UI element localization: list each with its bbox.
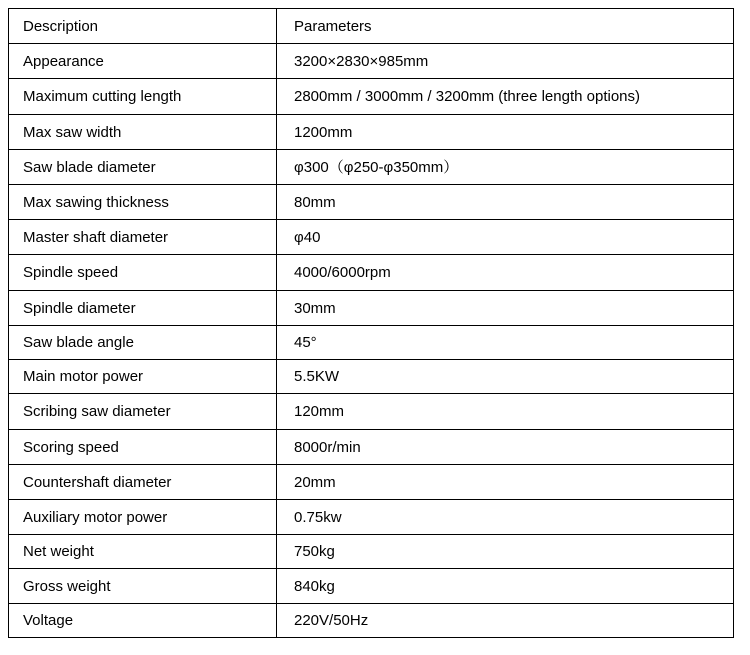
table-row: [9, 500, 734, 535]
row-description: Gross weight: [9, 569, 277, 604]
row-parameter: 3200×2830×985mm: [277, 44, 734, 79]
row-parameter: 750kg: [277, 535, 734, 569]
table-row: [9, 604, 734, 638]
table-row: [9, 394, 734, 430]
row-parameter: 8000r/min: [277, 430, 734, 465]
row-description: Spindle speed: [9, 255, 277, 291]
row-description: Saw blade diameter: [9, 150, 277, 185]
row-parameter: 5.5KW: [277, 360, 734, 394]
row-parameter: 20mm: [277, 465, 734, 500]
table-row: [9, 150, 734, 185]
table-header-row: [9, 9, 734, 44]
table-row: [9, 255, 734, 291]
row-parameter: 45°: [277, 326, 734, 360]
row-parameter: 80mm: [277, 185, 734, 220]
header-description: Description: [9, 9, 277, 44]
table-row: [9, 115, 734, 150]
row-parameter: 30mm: [277, 291, 734, 326]
row-parameter: 1200mm: [277, 115, 734, 150]
table-row: [9, 569, 734, 604]
row-description: Net weight: [9, 535, 277, 569]
row-description: Appearance: [9, 44, 277, 79]
row-description: Countershaft diameter: [9, 465, 277, 500]
table-row: [9, 326, 734, 360]
row-parameter: 840kg: [277, 569, 734, 604]
table-row: [9, 291, 734, 326]
spec-table: [8, 8, 734, 638]
row-description: Auxiliary motor power: [9, 500, 277, 535]
row-parameter: 0.75kw: [277, 500, 734, 535]
row-parameter: 4000/6000rpm: [277, 255, 734, 291]
row-description: Master shaft diameter: [9, 220, 277, 255]
row-description: Main motor power: [9, 360, 277, 394]
row-description: Scoring speed: [9, 430, 277, 465]
row-parameter: φ300（φ250-φ350mm）: [277, 150, 734, 185]
row-description: Max sawing thickness: [9, 185, 277, 220]
row-parameter: φ40: [277, 220, 734, 255]
table-row: [9, 79, 734, 115]
row-description: Saw blade angle: [9, 326, 277, 360]
table-row: [9, 360, 734, 394]
table-row: [9, 185, 734, 220]
table-row: [9, 465, 734, 500]
row-description: Max saw width: [9, 115, 277, 150]
row-parameter: 120mm: [277, 394, 734, 430]
row-parameter: 2800mm / 3000mm / 3200mm (three length options): [277, 79, 734, 115]
row-description: Voltage: [9, 604, 277, 638]
table-row: [9, 430, 734, 465]
table-row: [9, 535, 734, 569]
table-row: [9, 44, 734, 79]
table-row: [9, 220, 734, 255]
row-description: Scribing saw diameter: [9, 394, 277, 430]
row-description: Maximum cutting length: [9, 79, 277, 115]
header-parameters: Parameters: [277, 9, 734, 44]
row-parameter: 220V/50Hz: [277, 604, 734, 638]
row-description: Spindle diameter: [9, 291, 277, 326]
